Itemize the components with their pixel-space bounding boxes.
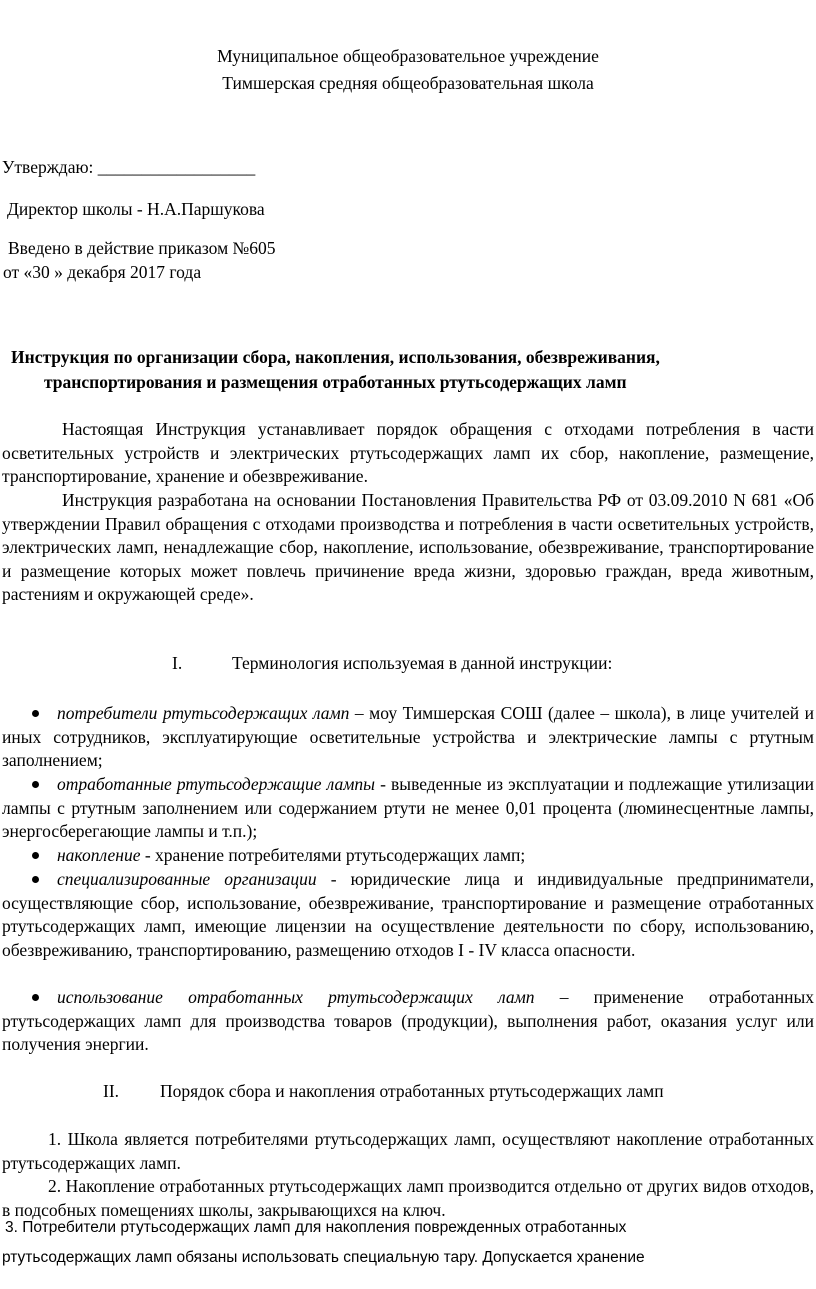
term: накопление <box>57 845 141 865</box>
section-2-paragraph-3-line-2: ртутьсодержащих ламп обязаны использовать специальную тару. Допускается хранение <box>2 1249 645 1266</box>
bullet-icon <box>32 710 39 717</box>
list-item <box>2 702 814 773</box>
section-1-title: Терминология используемая в данной инструкции: <box>232 653 613 673</box>
section-2-paragraph-3-line-1: 3. Потребители ртутьсодержащих ламп для накопления поврежденных отработанных <box>5 1219 627 1236</box>
bullet-icon <box>32 781 39 788</box>
definition: - выведенные из эксплуатации и подлежащие утилизации лампы с ртутным заполнением или содержанием ртути не менее 0,01 процента (люминесцентные лампы, энергосберегающие лампы и т.п.); <box>2 774 814 842</box>
header-line-2: Тимшерская средняя общеобразовательная школа <box>222 73 594 93</box>
intro-paragraph-2: Инструкция разработана на основании Постановления Правительства РФ от 03.09.2010 N 681 «Об утверждении Правил обращения с отходами производства и потребления в части осветительных устройств, электрических ламп, ненадлежащие сбор, накопление, использование, обезвреживание, транспортирование и размещение которых может повлечь причинение вреда жизни, здоровью граждан, вреда животным, растениям и окружающей среде». <box>2 490 814 605</box>
term: использование отработанных ртутьсодержащих ламп <box>57 987 535 1007</box>
bullet-icon <box>32 994 39 1001</box>
order-line: Введено в действие приказом №605 <box>8 238 276 258</box>
section-2-paragraph-2: 2. Накопление отработанных ртутьсодержащих ламп производится отдельно от других видов отходов, в подсобных помещениях школы, закрывающихся на ключ. <box>2 1176 814 1220</box>
intro-paragraph-1: Настоящая Инструкция устанавливает порядок обращения с отходами потребления в части осветительных устройств и электрических ртутьсодержащих ламп их сбор, накопление, размещение, транспортирование, хранение и обезвреживание. <box>2 419 814 487</box>
list-item <box>2 986 814 1057</box>
section-2-paragraph-1: 1. Школа является потребителями ртутьсодержащих ламп, осуществляют накопление отработанных ртутьсодержащих ламп. <box>2 1129 814 1173</box>
term: специализированные организации <box>57 869 317 889</box>
section-2-number: II. <box>103 1081 120 1101</box>
definition: - хранение потребителями ртутьсодержащих ламп; <box>140 845 526 865</box>
section-2-title: Порядок сбора и накопления отработанных ртутьсодержащих ламп <box>160 1081 664 1101</box>
definition: - юридические лица и индивидуальные предприниматели, осуществляющие сбор, использование, обезвреживание, транспортирование и размещение отработанных ртутьсодержащих ламп, имеющие лицензии на осуществление деятельности по сбору, использованию, обезвреживанию, транспортированию, размещению отходов I - IV класса опасности. <box>2 869 814 960</box>
section-1-number: I. <box>172 653 183 673</box>
bullet-icon <box>32 876 39 883</box>
term: потребители ртутьсодержащих ламп <box>57 703 350 723</box>
header-line-1: Муниципальное общеобразовательное учреждение <box>217 46 599 66</box>
definition: – применение отработанных ртутьсодержащих ламп для производства товаров (продукции), выполнения работ, оказания услуг или получения энергии. <box>2 987 815 1055</box>
term: отработанные ртутьсодержащие лампы <box>57 774 375 794</box>
approval-line: Утверждаю: __________________ <box>2 157 256 177</box>
order-date: от «30 » декабря 2017 года <box>3 262 202 282</box>
doc-title-line-2: транспортирования и размещения отработанных ртутьсодержащих ламп <box>44 372 627 392</box>
list-item <box>2 844 814 868</box>
list-item <box>2 773 814 844</box>
doc-title-line-1: Инструкция по организации сбора, накопления, использования, обезвреживания, <box>11 347 660 367</box>
definition: – моу Тимшерская СОШ (далее – школа), в лице учителей и иных сотрудников, эксплуатирующие осветительные устройства и электрические лампы с ртутным заполнением; <box>2 703 814 771</box>
bullet-icon <box>32 852 39 859</box>
director-line: Директор школы - Н.А.Паршукова <box>7 199 265 219</box>
list-item <box>2 868 814 962</box>
